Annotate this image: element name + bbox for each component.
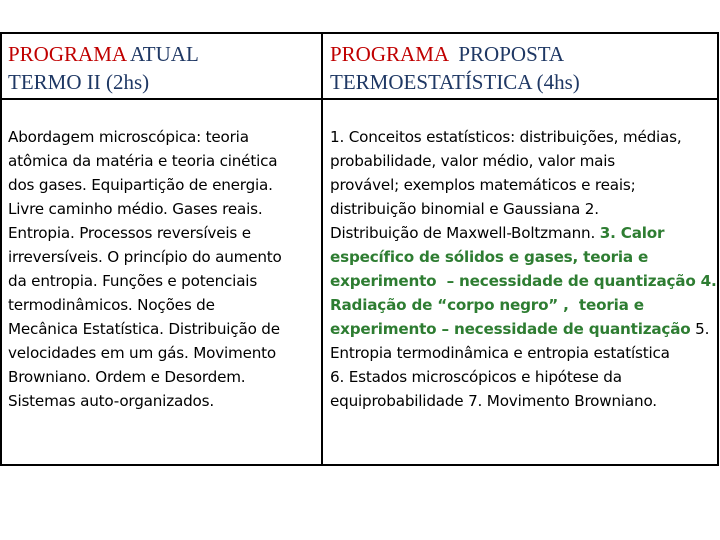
content-line: distribuição binomial e Gaussiana 2. [330, 200, 599, 218]
header-proposed-subtitle: TERMOESTATÍSTICA (4hs) [330, 70, 580, 94]
header-current-title: PROGRAMA ATUAL [8, 42, 199, 66]
content-line: Sistemas auto-organizados. [8, 392, 214, 410]
content-line: Mecânica Estatística. Distribuição de [8, 320, 280, 338]
comparison-table [0, 32, 719, 466]
content-line: velocidades em um gás. Movimento [8, 344, 277, 362]
content-line: Browniano. Ordem e Desordem. [8, 368, 246, 386]
content-line-highlight: experimento – necessidade de quantização 4. [330, 272, 717, 290]
content-line: Entropia termodinâmica e entropia estatística [330, 344, 670, 362]
content-line: dos gases. Equipartição de energia. [8, 176, 273, 194]
proposed-program-content [330, 125, 718, 413]
header-current-subtitle: TERMO II (2hs) [8, 70, 150, 94]
content-line: Entropia. Processos reversíveis e [8, 224, 251, 242]
content-line: 1. Conceitos estatísticos: distribuições, médias, [330, 128, 682, 146]
content-line: termodinâmicos. Noções de [8, 296, 215, 314]
current-program-content [8, 125, 316, 413]
content-line: irreversíveis. O princípio do aumento [8, 248, 282, 266]
content-line-highlight: Radiação de “corpo negro” , teoria e [330, 296, 644, 314]
content-line: Abordagem microscópica: teoria [8, 128, 249, 146]
content-line: experimento – necessidade de quantização 5. [330, 320, 710, 338]
content-line-highlight: específico de sólidos e gases, teoria e [330, 248, 649, 266]
content-line: provável; exemplos matemáticos e reais; [330, 176, 636, 194]
content-line: equiprobabilidade 7. Movimento Browniano. [330, 392, 657, 410]
header-divider [2, 98, 717, 100]
content-line: Distribuição de Maxwell-Boltzmann. 3. Calor [330, 224, 665, 242]
content-line: da entropia. Funções e potenciais [8, 272, 258, 290]
header-current-program [8, 40, 318, 96]
content-line: Livre caminho médio. Gases reais. [8, 200, 263, 218]
content-line: 6. Estados microscópicos e hipótese da [330, 368, 622, 386]
content-line: probabilidade, valor médio, valor mais [330, 152, 616, 170]
header-proposed-title: PROGRAMA PROPOSTA [330, 42, 565, 66]
header-proposed-program [330, 40, 716, 96]
content-line: atômica da matéria e teoria cinética [8, 152, 278, 170]
